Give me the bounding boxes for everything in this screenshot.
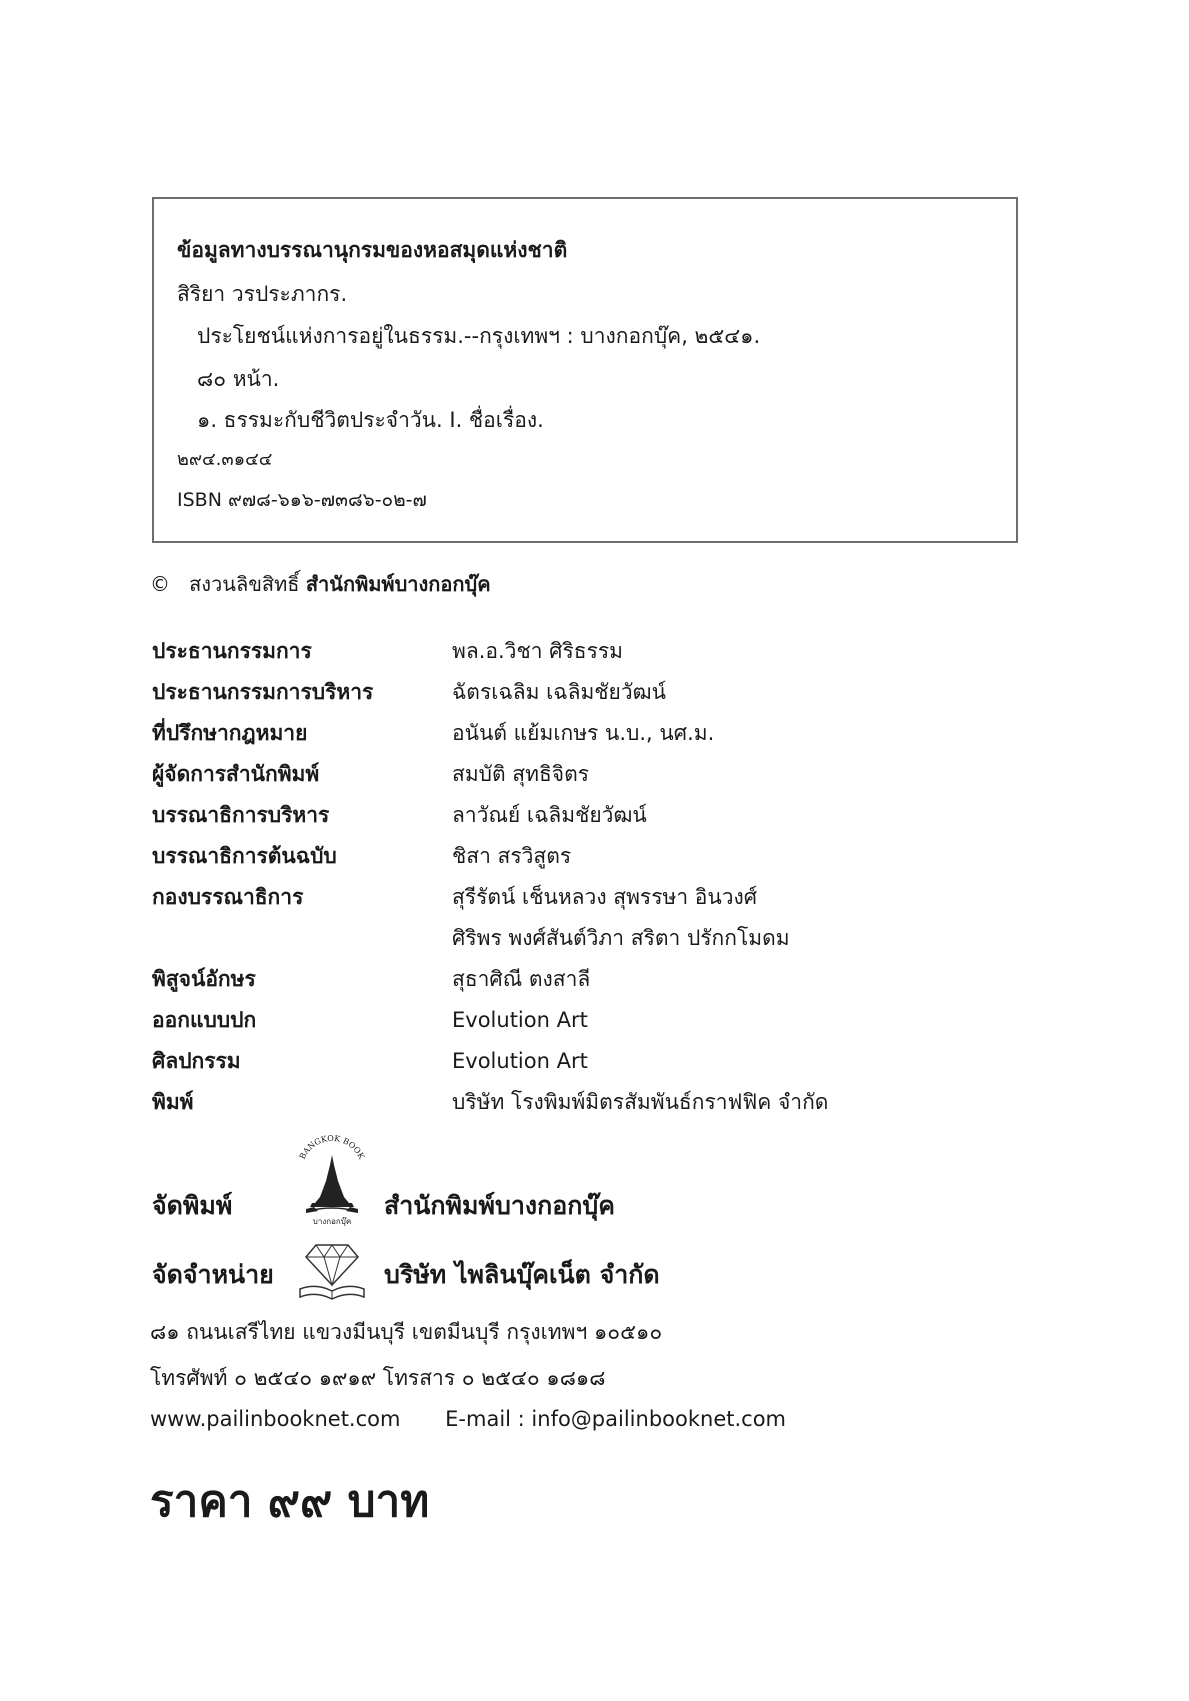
- email-link[interactable]: E-mail : info@pailinbooknet.com: [445, 1407, 786, 1431]
- staff-row: [152, 802, 1052, 843]
- staff-names-line2: ศิริพร พงศ์สันต์วิภา สริตา ปรักกโมดม: [452, 926, 790, 950]
- staff-role: ผู้จัดการสำนักพิมพ์: [152, 762, 320, 786]
- staff-role: ที่ปรึกษากฎหมาย: [152, 721, 308, 745]
- staff-names: Evolution Art: [452, 1008, 588, 1032]
- svg-text:BANGKOK BOOK: BANGKOK BOOK: [297, 1133, 367, 1161]
- staff-row: [152, 1007, 1052, 1048]
- staff-role: ศิลปกรรม: [152, 1049, 241, 1073]
- staff-row: [152, 1089, 1052, 1130]
- website-link[interactable]: www.pailinbooknet.com: [150, 1407, 401, 1431]
- distributor-name: บริษัท ไพลินบุ๊คเน็ต จำกัด: [384, 1260, 660, 1289]
- price: ราคา ๙๙ บาท: [150, 1476, 430, 1527]
- staff-row: [152, 761, 1052, 802]
- cip-title: ข้อมูลทางบรรณานุกรมของหอสมุดแห่งชาติ: [177, 238, 568, 262]
- cip-imprint: ประโยชน์แห่งการอยู่ในธรรม.--กรุงเทพฯ : บางกอกบุ๊ค, ๒๕๔๑.: [197, 324, 761, 348]
- staff-names: สมบัติ สุทธิจิตร: [452, 762, 590, 786]
- diamond-book-logo-icon: [294, 1237, 370, 1303]
- staff-names: สุธาศิณี ตงสาลี: [452, 967, 591, 991]
- staff-names: ชิสา สรวิสูตร: [452, 844, 572, 868]
- cip-isbn: ISBN ๙๗๘-๖๑๖-๗๓๘๖-๐๒-๗: [177, 489, 427, 511]
- copyright-owner: สำนักพิมพ์บางกอกบุ๊ค: [305, 572, 491, 596]
- copyright-text: สงวนลิขสิทธิ์: [189, 572, 300, 596]
- staff-names: [452, 884, 790, 951]
- publisher-label: จัดพิมพ์: [152, 1191, 233, 1220]
- staff-names: พล.อ.วิชา ศิริธรรม: [452, 639, 624, 663]
- staff-credits: [152, 638, 1052, 1130]
- staff-names: ลาวัณย์ เฉลิมชัยวัฒน์: [452, 803, 647, 827]
- copyright-symbol: ©: [150, 572, 170, 596]
- bangkok-book-logo-icon: [294, 1131, 370, 1227]
- staff-role: บรรณาธิการบริหาร: [152, 803, 330, 827]
- staff-names: ฉัตรเฉลิม เฉลิมชัยวัฒน์: [452, 680, 666, 704]
- staff-row: [152, 720, 1052, 761]
- staff-role: ประธานกรรมการบริหาร: [152, 680, 374, 704]
- staff-names: บริษัท โรงพิมพ์มิตรสัมพันธ์กราฟฟิค จำกัด: [452, 1090, 829, 1114]
- publisher-name: สำนักพิมพ์บางกอกบุ๊ค: [384, 1191, 615, 1220]
- staff-row: [152, 884, 1052, 966]
- staff-row: [152, 679, 1052, 720]
- cip-subject: ๑. ธรรมะกับชีวิตประจำวัน. I. ชื่อเรื่อง.: [197, 408, 544, 432]
- distributor-label: จัดจำหน่าย: [152, 1260, 274, 1289]
- staff-row: [152, 638, 1052, 679]
- staff-role: ประธานกรรมการ: [152, 639, 312, 663]
- staff-row: [152, 843, 1052, 884]
- staff-names: Evolution Art: [452, 1049, 588, 1073]
- staff-role: พิมพ์: [152, 1090, 194, 1114]
- cip-catalog-box: [152, 197, 1018, 543]
- staff-role: บรรณาธิการต้นฉบับ: [152, 844, 337, 868]
- staff-names: อนันต์ แย้มเกษร น.บ., นศ.ม.: [452, 721, 715, 745]
- cip-classification: ๒๙๔.๓๑๔๔: [177, 449, 273, 470]
- cip-pages: ๘๐ หน้า.: [197, 367, 280, 391]
- cip-author: สิริยา วรประภากร.: [177, 282, 348, 306]
- staff-role: ออกแบบปก: [152, 1008, 257, 1032]
- phone-fax: โทรศัพท์ ๐ ๒๕๔๐ ๑๙๑๙ โทรสาร ๐ ๒๕๔๐ ๑๘๑๘: [150, 1366, 606, 1390]
- staff-role: พิสูจน์อักษร: [152, 967, 256, 991]
- svg-text:บางกอกบุ๊ค: บางกอกบุ๊ค: [312, 1217, 352, 1226]
- staff-role: กองบรรณาธิการ: [152, 885, 304, 909]
- staff-row: [152, 966, 1052, 1007]
- address: ๘๑ ถนนเสรีไทย แขวงมีนบุรี เขตมีนบุรี กรุงเทพฯ ๑๐๕๑๐: [150, 1320, 663, 1344]
- staff-names-line1: สุรีรัตน์ เช็นหลวง สุพรรษา อินวงศ์: [452, 885, 758, 909]
- copyright-notice: [150, 568, 491, 600]
- staff-row: [152, 1048, 1052, 1089]
- web-contact: [150, 1407, 786, 1431]
